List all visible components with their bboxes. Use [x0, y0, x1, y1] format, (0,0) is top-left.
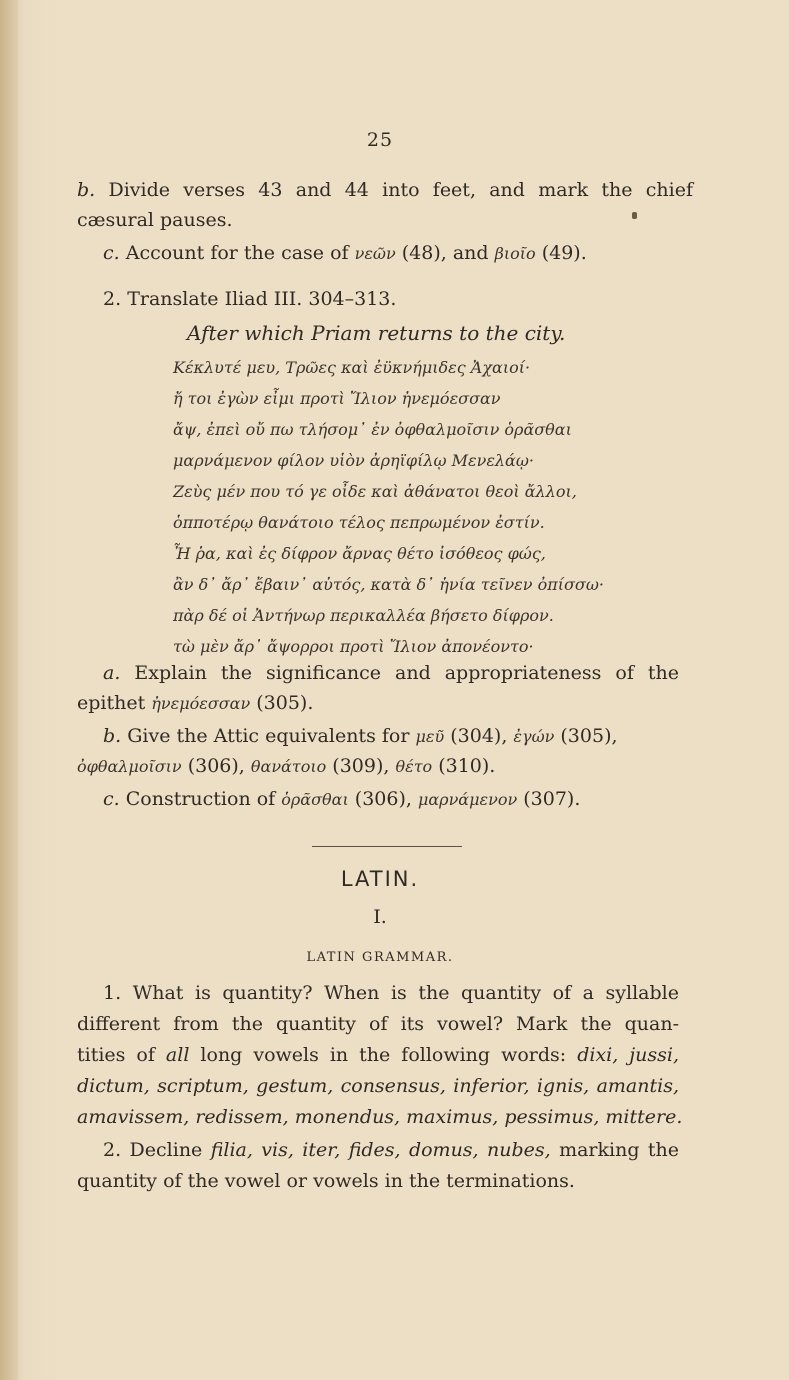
greek-line-307: μαρνάμενον φίλον υἱὸν ἀρηϊφίλῳ Μενελάῳ·	[173, 451, 534, 470]
greek-line-308: Ζεὺς μέν που τό γε οἶδε καὶ ἀθάνατοι θεοὶ ἄλλοι,	[173, 482, 577, 501]
greek-line-311: ἂν δ᾽ ἄρ᾽ ἔβαιν᾽ αὐτός, κατὰ δ᾽ ἡνία τεῖνεν ὀπίσσω·	[173, 575, 604, 594]
latin-question-1-line-1	[77, 980, 679, 1006]
greek-word: ἠνεμόεσσαν	[151, 694, 251, 713]
latin-question-1-line-3	[77, 1042, 679, 1068]
greek-line-309: ὁπποτέρῳ θανάτοιο τέλος πεπρωμένον ἐστίν.	[173, 513, 545, 532]
line-ref: (305).	[256, 692, 314, 714]
latin-words: filia, vis, iter, fides, domus, nubes,	[210, 1139, 551, 1161]
greek-line-304: Κέκλυτέ μευ, Τρῶες καὶ ἐϋκνήμιδες Ἀχαιοί·	[173, 358, 531, 377]
greek-line-310: Ἦ ῥα, καὶ ἐς δίφρον ἄρνας θέτο ἰσόθεος φώς,	[173, 544, 546, 563]
section-title: LATIN.	[340, 867, 420, 891]
question-1b-line-1	[77, 177, 693, 203]
ink-speck	[632, 212, 637, 219]
question-text: long vowels in the following words:	[200, 1044, 567, 1066]
question-text: Translate Iliad III. 304–313.	[127, 288, 397, 310]
line-ref: (306),	[187, 755, 245, 777]
greek-line-305: ἤ τοι ἐγὼν εἶμι προτὶ Ἴλιον ἠνεμόεσσαν	[173, 389, 501, 408]
question-text: Explain the significance and appropriateness of the	[134, 662, 679, 684]
greek-word: ὁρᾶσθαι	[281, 790, 349, 809]
item-label: 1.	[103, 982, 122, 1004]
latin-question-1-line-2: different from the quantity of its vowel? Mark the quan-	[77, 1013, 679, 1035]
greek-word: μαρνάμενον	[417, 790, 518, 809]
latin-question-1-line-5: amavissem, redissem, monendus, maximus, pessimus, mittere.	[77, 1106, 683, 1128]
question-text: tities of	[77, 1044, 155, 1066]
passage-heading: After which Priam returns to the city.	[187, 321, 566, 345]
section-subtitle: LATIN GRAMMAR.	[306, 950, 454, 965]
question-text: Account for the case of	[125, 242, 349, 264]
question-text: Divide verses 43 and 44 into feet, and mark the chief	[108, 179, 694, 201]
greek-word: θανάτοιο	[250, 757, 327, 776]
question-1b-line-2: cæsural pauses.	[77, 209, 233, 231]
line-ref: (306),	[354, 788, 412, 810]
greek-line-313: τὼ μὲν ἄρ᾽ ἄψορροι προτὶ Ἴλιον ἀπονέοντο·	[173, 637, 534, 656]
question-2c	[103, 786, 580, 813]
question-text: marking the	[559, 1139, 680, 1161]
emphasis: all	[165, 1044, 190, 1066]
line-ref: (310).	[438, 755, 496, 777]
question-text: Construction of	[125, 788, 276, 810]
question-text: epithet	[77, 692, 146, 714]
greek-word: νεῶν	[354, 244, 396, 263]
question-text: (49).	[541, 242, 587, 264]
greek-word: ἐγών	[513, 727, 555, 746]
item-label: c.	[103, 788, 120, 810]
question-text: Decline	[129, 1139, 203, 1161]
latin-words: dixi, jussi,	[577, 1044, 680, 1066]
item-label: b.	[103, 725, 122, 747]
latin-question-1-line-4: dictum, scriptum, gestum, consensus, inferior, ignis, amantis,	[77, 1075, 679, 1097]
question-text: Give the Attic equivalents for	[127, 725, 410, 747]
question-2	[103, 286, 396, 312]
page-number: 25	[366, 129, 394, 151]
question-2b-line-1	[103, 723, 618, 750]
question-text: What is quantity? When is the quantity of a syllable	[132, 982, 679, 1004]
section-divider	[312, 846, 462, 847]
question-2a-line-1	[77, 660, 679, 686]
binding-edge	[0, 0, 18, 1380]
item-label: c.	[103, 242, 120, 264]
item-label: b.	[77, 179, 96, 201]
greek-line-306: ἄψ, ἐπεὶ οὔ πω τλήσομ᾽ ἐν ὀφθαλμοῖσιν ὁρᾶσθαι	[173, 420, 572, 439]
line-ref: (305),	[560, 725, 618, 747]
greek-line-312: πὰρ δέ οἱ Ἀντήνωρ περικαλλέα βήσετο δίφρον.	[173, 606, 554, 625]
question-1c	[103, 240, 587, 267]
item-label: 2.	[103, 1139, 122, 1161]
line-ref: (304),	[450, 725, 508, 747]
greek-word: ὀφθαλμοῖσιν	[77, 757, 182, 776]
question-2a-line-2	[77, 690, 313, 717]
latin-question-2-line-1	[77, 1137, 679, 1163]
item-label: a.	[103, 662, 121, 684]
greek-word: βιοῖο	[494, 244, 536, 263]
item-label: 2.	[103, 288, 122, 310]
line-ref: (307).	[523, 788, 581, 810]
greek-word: θέτο	[395, 757, 433, 776]
greek-word: μεῦ	[415, 727, 445, 746]
question-text: (48), and	[401, 242, 489, 264]
latin-question-2-line-2: quantity of the vowel or vowels in the terminations.	[77, 1170, 575, 1192]
question-2b-line-2	[77, 753, 495, 780]
section-numeral: I.	[373, 906, 387, 928]
line-ref: (309),	[332, 755, 390, 777]
